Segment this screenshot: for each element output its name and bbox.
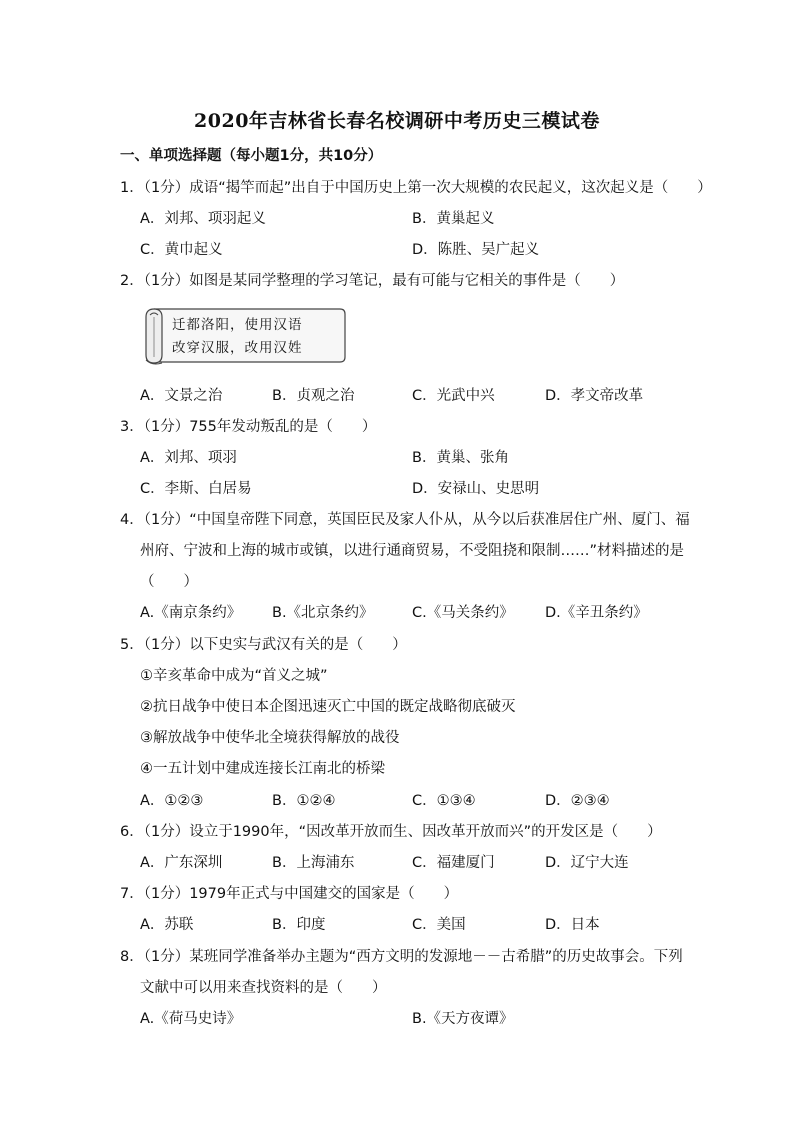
question-4-option-c: C.《马关条约》 (412, 605, 514, 621)
question-2-option-a: A．文景之治 (140, 388, 223, 404)
question-5-option-d: D．②③④ (545, 793, 610, 809)
question-4-line-3: （ ） (140, 574, 198, 590)
question-1-option-b: B．黄巢起义 (412, 211, 495, 227)
question-2-option-b: B．贞观之治 (272, 388, 355, 404)
question-1-option-c: C．黄巾起义 (140, 242, 223, 258)
question-5-option-c: C．①③④ (412, 793, 476, 809)
question-5-item-3: ③解放战争中使华北全境获得解放的战役 (140, 730, 400, 746)
question-4-stem: 4．（1分）“中国皇帝陛下同意，英国臣民及家人仆从，从今以后获准居住广州、厦门、福 (120, 512, 690, 528)
question-5-item-2: ②抗日战争中使日本企图迅速灭亡中国的既定战略彻底破灭 (140, 699, 516, 715)
question-4-option-d: D.《辛丑条约》 (545, 605, 648, 621)
question-8-option-b: B.《天方夜谭》 (412, 1011, 514, 1027)
question-4-option-a: A.《南京条约》 (140, 605, 242, 621)
question-6-option-c: C．福建厦门 (412, 855, 495, 871)
question-6-option-b: B．上海浦东 (272, 855, 355, 871)
section-heading: 一、单项选择题（每小题1分，共10分） (120, 148, 383, 164)
study-note-line-2: 改穿汉服，改用汉姓 (172, 340, 303, 356)
question-5-item-1: ①辛亥革命中成为“首义之城” (140, 668, 328, 684)
question-2-stem: 2．（1分）如图是某同学整理的学习笔记，最有可能与它相关的事件是（ ） (120, 273, 625, 289)
question-5-stem: 5．（1分）以下史实与武汉有关的是（ ） (120, 637, 407, 653)
question-2-option-d: D．孝文帝改革 (545, 388, 644, 404)
question-6-stem: 6．（1分）设立于1990年，“因改革开放而生、因改革开放而兴”的开发区是（ ） (120, 824, 662, 840)
exam-title: 2020年吉林省长春名校调研中考历史三模试卷 (194, 110, 600, 132)
question-1-option-d: D．陈胜、吴广起义 (412, 242, 540, 258)
question-1-stem: 1．（1分）成语“揭竿而起”出自于中国历史上第一次大规模的农民起义，这次起义是（ ） (120, 180, 712, 196)
question-3-option-a: A．刘邦、项羽 (140, 450, 237, 466)
question-5-option-b: B．①②④ (272, 793, 336, 809)
question-7-option-c: C．美国 (412, 917, 466, 933)
question-7-option-d: D．日本 (545, 917, 600, 933)
question-5-option-a: A．①②③ (140, 793, 204, 809)
question-4-line-2: 州府、宁波和上海的城市或镇，以进行通商贸易，不受阻挠和限制……”材料描述的是 (140, 543, 685, 559)
question-8-option-a: A.《荷马史诗》 (140, 1011, 242, 1027)
question-7-stem: 7．（1分）1979年正式与中国建交的国家是（ ） (120, 886, 459, 902)
question-3-option-b: B．黄巢、张角 (412, 450, 509, 466)
question-7-option-b: B．印度 (272, 917, 326, 933)
question-8-line-2: 文献中可以用来查找资料的是（ ） (140, 980, 387, 996)
question-6-option-a: A．广东深圳 (140, 855, 223, 871)
question-6-option-d: D．辽宁大连 (545, 855, 629, 871)
question-1-option-a: A．刘邦、项羽起义 (140, 211, 266, 227)
question-3-option-d: D．安禄山、史思明 (412, 481, 540, 497)
study-note-line-1: 迁都洛阳，使用汉语 (172, 317, 303, 333)
question-3-stem: 3．（1分）755年发动叛乱的是（ ） (120, 419, 377, 435)
question-7-option-a: A．苏联 (140, 917, 194, 933)
question-2-option-c: C．光武中兴 (412, 388, 495, 404)
question-8-stem: 8．（1分）某班同学准备举办主题为“西方文明的发源地－－古希腊”的历史故事会。下列 (120, 949, 683, 965)
question-4-option-b: B.《北京条约》 (272, 605, 374, 621)
question-3-option-c: C．李斯、白居易 (140, 481, 252, 497)
question-5-item-4: ④一五计划中建成连接长江南北的桥梁 (140, 761, 385, 777)
